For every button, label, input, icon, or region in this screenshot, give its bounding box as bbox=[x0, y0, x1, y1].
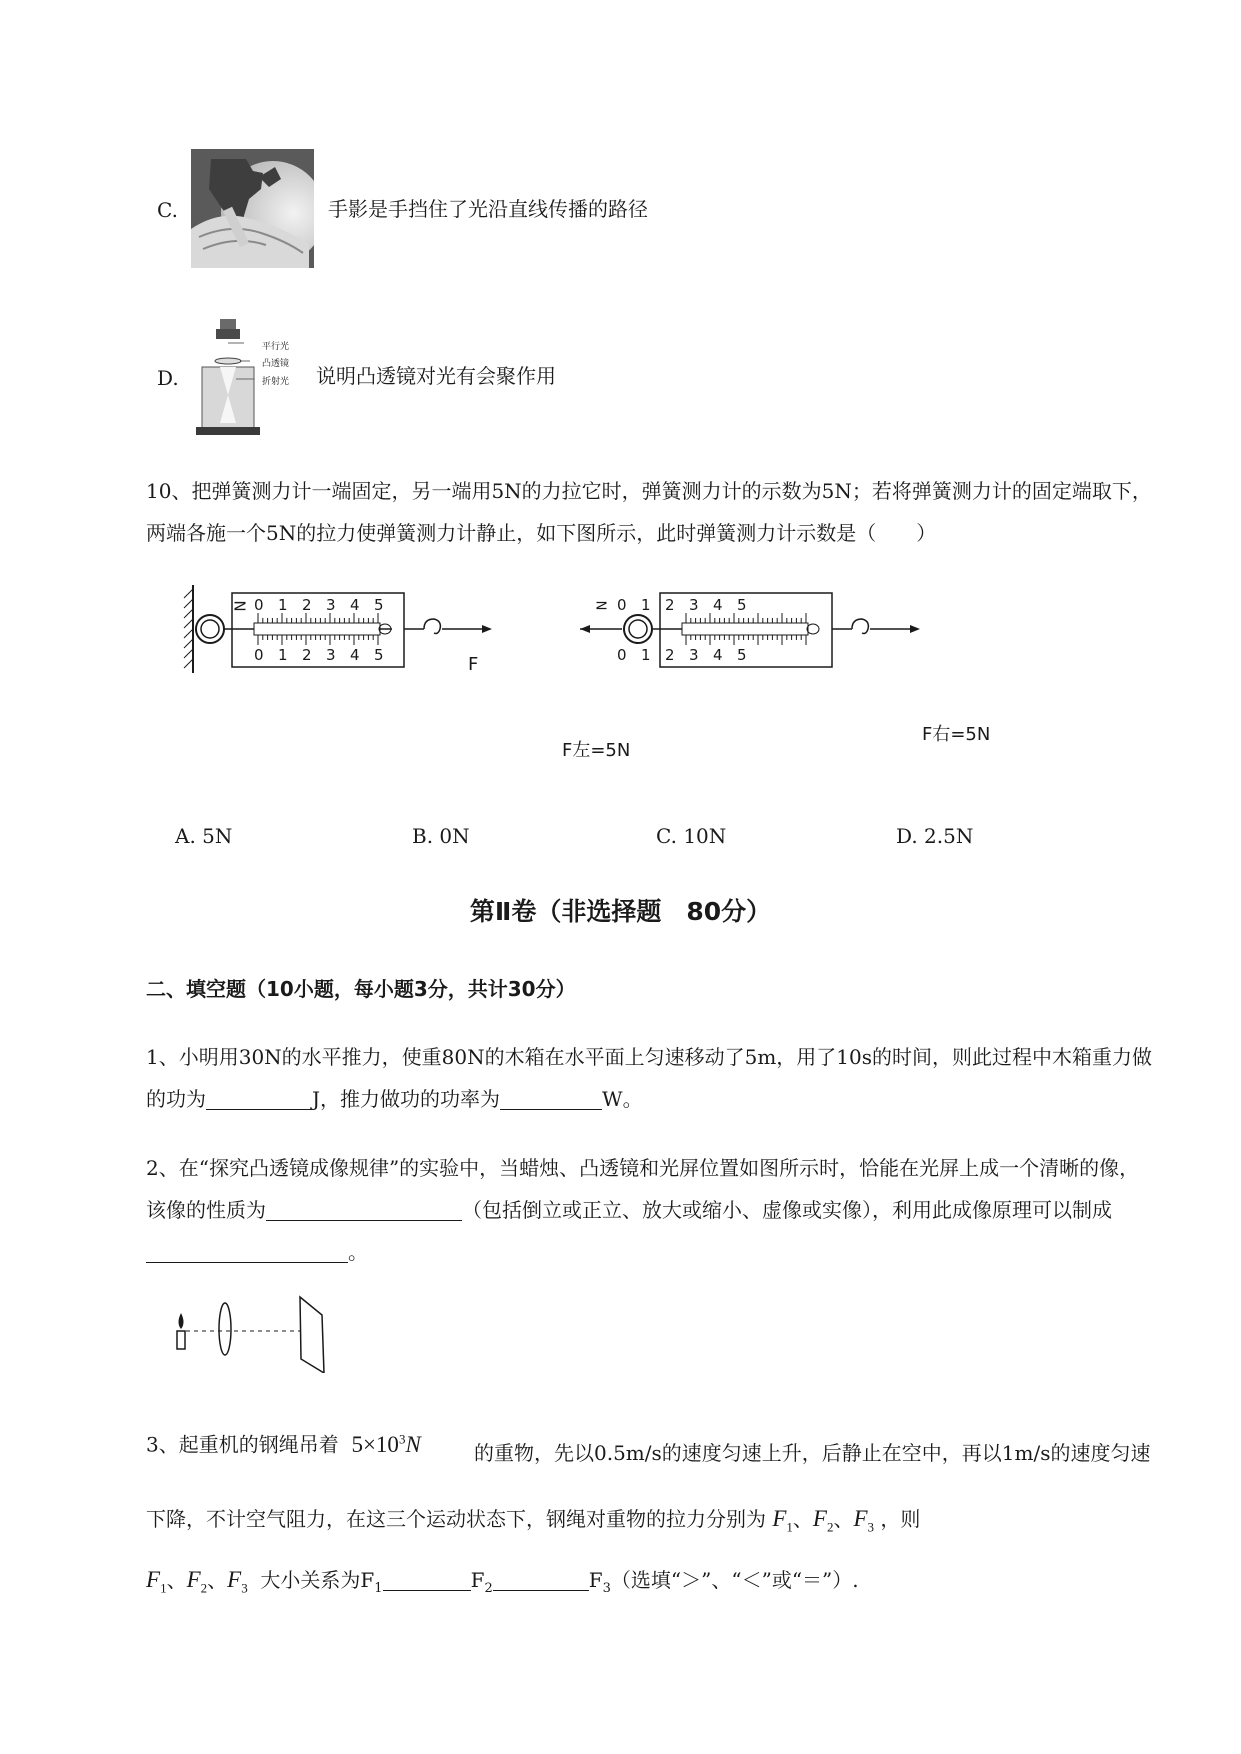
weight-coef: 5×10 bbox=[351, 1431, 399, 1457]
question-3 bbox=[146, 1420, 1156, 1561]
tick-3: 3 bbox=[326, 596, 336, 614]
q2-text-1: 2、在“探究凸透镜成像规律”的实验中，当蜡烛、凸透镜和光屏位置如图所示时，恰能在光屏上成一个清晰的像，该像的性质为 bbox=[146, 1156, 1140, 1222]
option-c-text: 手影是手挡住了光沿直线传播的路径 bbox=[328, 197, 648, 221]
tick-3: 3 bbox=[689, 646, 699, 664]
option-text: 2.5N bbox=[924, 824, 974, 848]
f3-small: $F_3$ bbox=[588, 1568, 611, 1596]
option-label: A. bbox=[175, 824, 196, 848]
tick-5: 5 bbox=[374, 596, 384, 614]
tick-5: 5 bbox=[737, 596, 747, 614]
hand-shadow-photo bbox=[191, 149, 314, 268]
q1-blank-power[interactable] bbox=[500, 1089, 602, 1110]
f2-small: $F_2$ bbox=[470, 1568, 493, 1596]
spring-scale-free-figure bbox=[580, 585, 960, 680]
tick-0: 0 bbox=[254, 596, 264, 614]
tick-2: 2 bbox=[302, 596, 312, 614]
weight-exp: 3 bbox=[398, 1431, 406, 1446]
forces-f1-f2-f3: $F_1$、$F_2$、$F_3$ bbox=[772, 1506, 875, 1535]
unit-label-1: N bbox=[231, 600, 250, 612]
tick-4: 4 bbox=[350, 646, 360, 664]
tick-2: 2 bbox=[302, 646, 312, 664]
f1-small: $F_1$ bbox=[360, 1568, 383, 1596]
question-3-last-line bbox=[146, 1568, 859, 1601]
tick-1: 1 bbox=[641, 646, 651, 664]
q10-option-d bbox=[896, 824, 973, 848]
option-text: 10N bbox=[683, 824, 727, 848]
tick-0: 0 bbox=[254, 646, 264, 664]
q1-text-2: J，推力做功的功率为 bbox=[312, 1087, 501, 1111]
tick-3: 3 bbox=[689, 596, 699, 614]
tick-1: 1 bbox=[278, 646, 288, 664]
option-label: B. bbox=[412, 824, 434, 848]
force-label-right: F右=5N bbox=[922, 724, 991, 745]
q3-text-5: （选填“＞”、“＜”或“＝”）. bbox=[610, 1568, 859, 1592]
option-d-text: 说明凸透镜对光有会聚作用 bbox=[316, 364, 556, 388]
q10-option-c bbox=[656, 824, 726, 848]
question-1 bbox=[146, 1036, 1156, 1120]
q3-text-1: 3、起重机的钢绳吊着 bbox=[146, 1432, 339, 1457]
q1-text-1: 1、小明用30N的水平推力，使重80N的木箱在水平面上匀速移动了5m，用了10s的时间，则此过程中木箱重力做的功为 bbox=[146, 1045, 1153, 1111]
tick-4: 4 bbox=[713, 646, 723, 664]
tick-4: 4 bbox=[350, 596, 360, 614]
label-convex-lens: 凸透镜 bbox=[262, 359, 290, 369]
tick-5: 5 bbox=[737, 646, 747, 664]
option-text: 0N bbox=[439, 824, 470, 848]
q2-blank-device[interactable] bbox=[146, 1242, 348, 1263]
q2-text-2: （包括倒立或正立、放大或缩小、虚像或实像），利用此成像原理可以制成 bbox=[462, 1198, 1112, 1222]
q3-text-4: 大小关系为 bbox=[260, 1568, 361, 1592]
forces-f1-f2-f3-repeat: $F_1$、$F_2$、$F_3$ bbox=[146, 1567, 248, 1596]
label-parallel-light: 平行光 bbox=[262, 342, 290, 352]
candle-lens-screen-figure bbox=[170, 1295, 330, 1373]
tick-1: 1 bbox=[278, 596, 288, 614]
q1-text-3: W。 bbox=[602, 1087, 643, 1111]
tick-0: 0 bbox=[617, 646, 627, 664]
q2-blank-image-nature[interactable] bbox=[266, 1200, 462, 1221]
option-label: C. bbox=[656, 824, 677, 848]
tick-3: 3 bbox=[326, 646, 336, 664]
label-refracted-light: 折射光 bbox=[262, 377, 290, 387]
option-c-label: C. bbox=[157, 198, 178, 222]
q3-blank-1[interactable] bbox=[383, 1570, 471, 1591]
tick-4: 4 bbox=[713, 596, 723, 614]
spring-scale-fixed-figure bbox=[180, 585, 500, 680]
q2-text-3: 。 bbox=[348, 1240, 368, 1264]
weight-unit: N bbox=[405, 1431, 421, 1457]
q3-blank-2[interactable] bbox=[493, 1570, 589, 1591]
option-d-label: D. bbox=[157, 366, 179, 390]
tick-2: 2 bbox=[665, 646, 675, 664]
q10-option-b bbox=[412, 824, 470, 848]
q1-blank-work[interactable] bbox=[206, 1089, 312, 1110]
tick-1: 1 bbox=[641, 596, 651, 614]
tick-5: 5 bbox=[374, 646, 384, 664]
convex-lens-figure bbox=[192, 317, 264, 435]
q10-option-a bbox=[175, 824, 232, 848]
q3-text-3: ，则 bbox=[880, 1507, 921, 1531]
force-label-left: F左=5N bbox=[562, 740, 631, 761]
question-10-text: 10、把弹簧测力计一端固定，另一端用5N的力拉它时，弹簧测力计的示数为5N；若将弹簧测力计的固定端取下，两端各施一个5N的拉力使弹簧测力计静止，如下图所示，此时弹簧测力计示数是（ ） bbox=[146, 479, 1152, 545]
part-title: 二、填空题（10小题，每小题3分，共计30分） bbox=[146, 977, 576, 1001]
tick-2: 2 bbox=[665, 596, 675, 614]
option-label: D. bbox=[896, 824, 918, 848]
q3-text-2: 的重物，先以0.5m/s的速度匀速上升，后静止在空中，再以1m/s的速度匀速下降，不计空气阻力，在这三个运动状态下，钢绳对重物的拉力分别为 bbox=[146, 1441, 1151, 1531]
force-label-f: F bbox=[468, 654, 479, 675]
section-title: 第Ⅱ卷（非选择题 80分） bbox=[469, 897, 772, 926]
tick-0: 0 bbox=[617, 596, 627, 614]
unit-label-2: N bbox=[595, 600, 611, 611]
question-2 bbox=[146, 1147, 1156, 1273]
option-text: 5N bbox=[202, 824, 233, 848]
